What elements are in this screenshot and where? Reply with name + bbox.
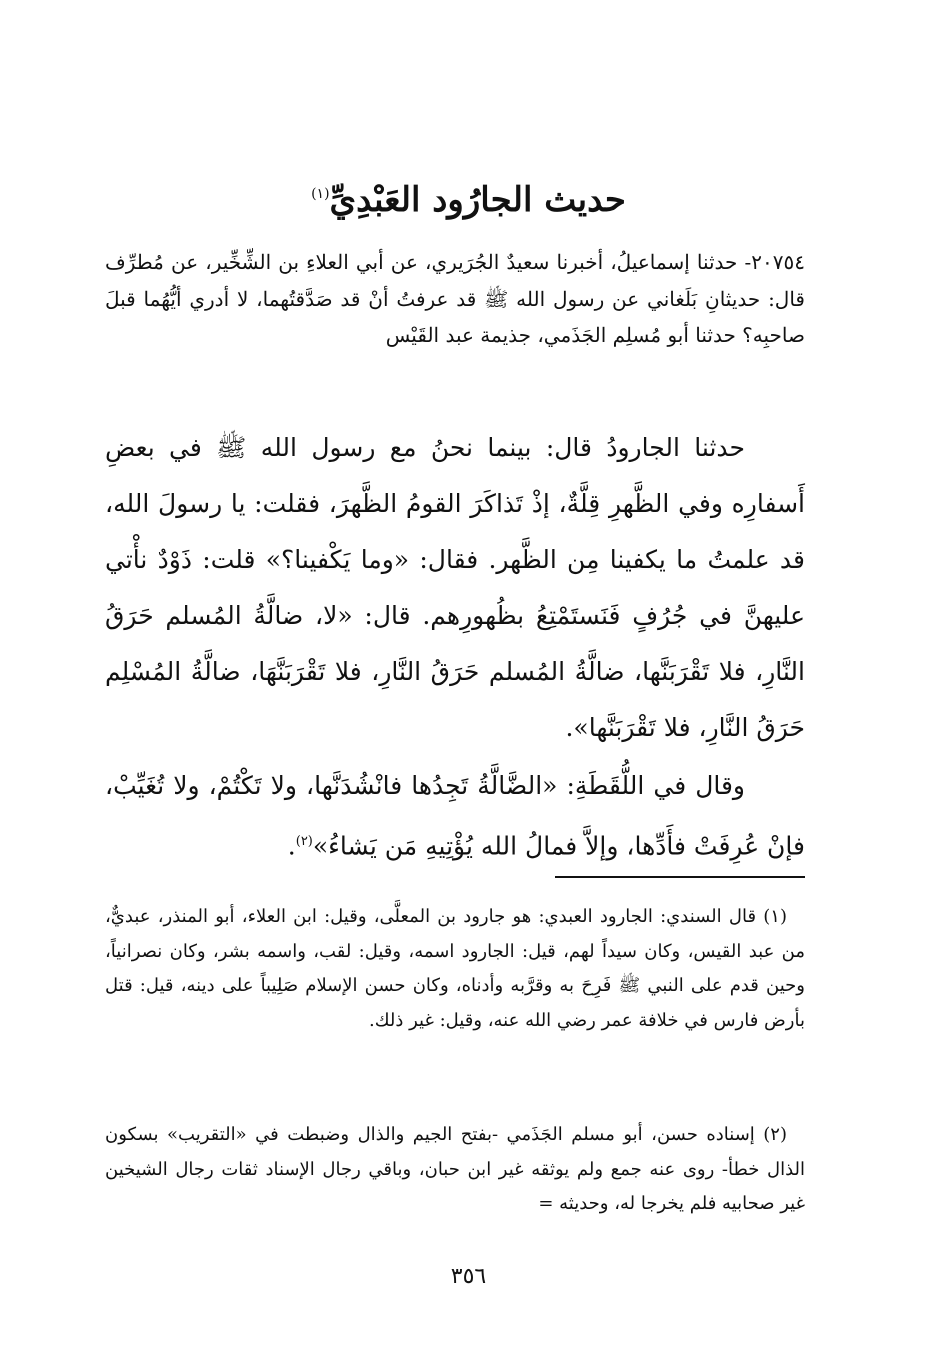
hadith-text-paragraph-1: حدثنا الجارودُ قال: بينما نحنُ مع رسول الله ﷺ في بعضِ أَسفارِه وفي الظَّهرِ قِلَّةٌ، إذْ تَذاكَرَ القومُ الظَّهرَ، فقلت: يا رسولَ الله، قد علمتُ ما يكفينا مِن الظَّهر. فقال: «وما يَكْفينا؟» قلت: ذَوْدٌ نأْتي عليهنَّ في جُرُفٍ فَنَستَمْتِعُ بظُهورِهم. قال: «لا، ضالَّةُ المُسلم حَرَقُ النَّارِ، فلا تَقْرَبَنَّها، ضالَّةُ المُسلم حَرَقُ النَّارِ، فلا تَقْرَبَنَّهَا، ضالَّةُ المُسْلِم حَرَقُ النَّارِ، فلا تَقْرَبَنَّها». <box>105 433 805 742</box>
hadith-text-paragraph-2: وقال في اللُّقَطَةِ: «الضَّالَّةُ تَجِدُها فانْشُدَنَّها، ولا تَكْتُمْ، ولا تُغَيِّبْ، فإنْ عُرِفَتْ فأَدِّها، وإلاَّ فمالُ الله يُؤْتِيهِ مَن يَشاءُ»$^{(٢)}$. <box>105 771 805 861</box>
footnote-divider <box>555 876 805 878</box>
footnote-1: (١) قال السندي: الجارود العبدي: هو جارود بن المعلَّى، وقيل: ابن العلاء، أبو المنذر، عبديٌّ، من عبد القيس، وكان سيداً لهم، قيل: الجارود اسمه، وقيل: لقب، واسمه بشر، وكان نصرانياً، وحين قدم على النبي ﷺ فَرِحَ به وقرَّبه وأدناه، وكان حسن الإسلام صَلِيباً على دينه، قيل: قتل بأرض فارس في خلافة عمر رضي الله عنه، وقيل: غير ذلك. <box>105 906 805 1031</box>
title-footnote-marker: (١) <box>311 186 330 202</box>
page-number: ٣٥٦ <box>450 1264 487 1289</box>
footnote-2: (٢) إسناده حسن، أبو مسلم الجَذَمي -بفتح الجيم والذال وضبطت في «التقريب» بسكون الذال خطأ- روى عنه جمع ولم يوثقه غير ابن حبان، وباقي رجال الإسناد ثقات رجال الشيخين غير صحابيه فلم يخرجا له، وحديثه = <box>105 1124 805 1214</box>
hadith-isnad-paragraph: ٢٠٧٥٤- حدثنا إسماعيلُ، أخبرنا سعيدٌ الجُرَيري، عن أبي العلاءِ بن الشِّخِّير، عن مُطرِّف قال: حديثانِ بَلَغاني عن رسول الله ﷺ قد عرفتُ أنْ قد صَدَّقتُهما، لا أدري أيُّهُما قبلَ صاحبِه؟ حدثنا أبو مُسلِم الجَذَمي، جذيمة عبد القَيْس <box>105 250 805 347</box>
page-title <box>0 170 937 230</box>
paragraph-2-footnote-marker: (٢) <box>295 834 313 849</box>
title-text: حديث الجارُود العَبْدِيِّ <box>329 180 626 220</box>
paragraph-2-text: وقال في اللُّقَطَةِ: «الضَّالَّةُ تَجِدُها فانْشُدَنَّها، ولا تَكْتُمْ، ولا تُغَيِّبْ، فإنْ عُرِفَتْ فأَدِّها، وإلاَّ فمالُ الله يُؤْتِيهِ مَن يَشاءُ» <box>105 771 805 861</box>
